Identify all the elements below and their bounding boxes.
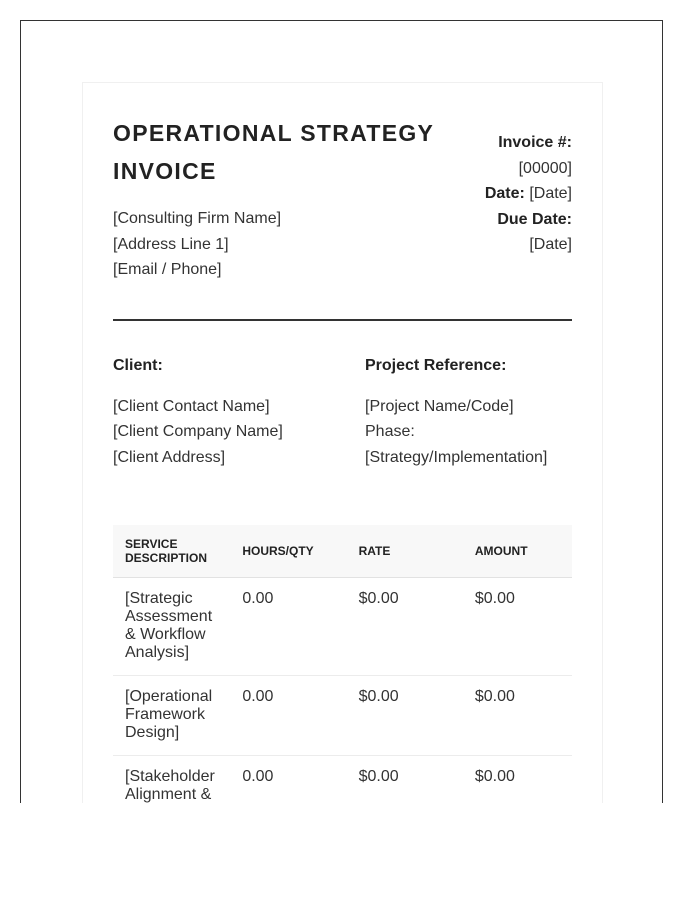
hours-qty-cell: 0.00	[230, 578, 346, 676]
firm-address: [Address Line 1]	[113, 235, 229, 253]
project-block	[365, 353, 547, 470]
header-divider	[113, 319, 572, 321]
amount-cell: $0.00	[463, 756, 572, 804]
due-date-label: Due Date:	[497, 210, 572, 228]
client-block	[113, 353, 283, 470]
client-company-name: [Client Company Name]	[113, 423, 283, 440]
amount-cell: $0.00	[463, 578, 572, 676]
document-frame	[20, 20, 663, 803]
project-name-code: [Project Name/Code]	[365, 397, 514, 415]
date-value: [Date]	[529, 185, 572, 202]
project-heading: Project Reference:	[365, 357, 507, 374]
client-contact-name: [Client Contact Name]	[113, 397, 270, 415]
rate-cell: $0.00	[347, 676, 463, 756]
services-table	[113, 525, 572, 803]
invoice-meta	[485, 130, 572, 258]
header-service-description: SERVICE DESCRIPTION	[113, 525, 230, 578]
due-date-value: [Date]	[529, 236, 572, 253]
client-address: [Client Address]	[113, 448, 226, 466]
invoice-page	[82, 82, 603, 803]
service-description-cell: [Strategic Assessment & Workflow Analysis]	[113, 578, 230, 676]
table-row	[113, 578, 572, 676]
rate-cell: $0.00	[347, 578, 463, 676]
date-label: Date:	[484, 185, 525, 202]
client-heading: Client:	[113, 357, 163, 374]
service-description-cell: [Stakeholder Alignment &	[113, 756, 230, 804]
rate-cell: $0.00	[347, 756, 463, 804]
header-hours-qty: HOURS/QTY	[230, 525, 346, 578]
sender-block	[113, 206, 281, 283]
firm-name: [Consulting Firm Name]	[113, 210, 282, 227]
service-description-cell: [Operational Framework Design]	[113, 676, 230, 756]
invoice-number-value: [00000]	[518, 159, 572, 177]
firm-contact: [Email / Phone]	[113, 261, 222, 278]
invoice-number-label: Invoice #:	[498, 134, 572, 151]
table-row	[113, 676, 572, 756]
hours-qty-cell: 0.00	[230, 756, 346, 804]
project-phase-value: [Strategy/Implementation]	[365, 448, 548, 466]
table-header-row	[113, 525, 572, 578]
invoice-title: OPERATIONAL STRATEGY INVOICE	[113, 120, 434, 184]
hours-qty-cell: 0.00	[230, 676, 346, 756]
table-row	[113, 756, 572, 804]
header-amount: AMOUNT	[463, 525, 572, 578]
header-rate: RATE	[347, 525, 463, 578]
amount-cell: $0.00	[463, 676, 572, 756]
project-phase-label: Phase:	[365, 423, 415, 440]
